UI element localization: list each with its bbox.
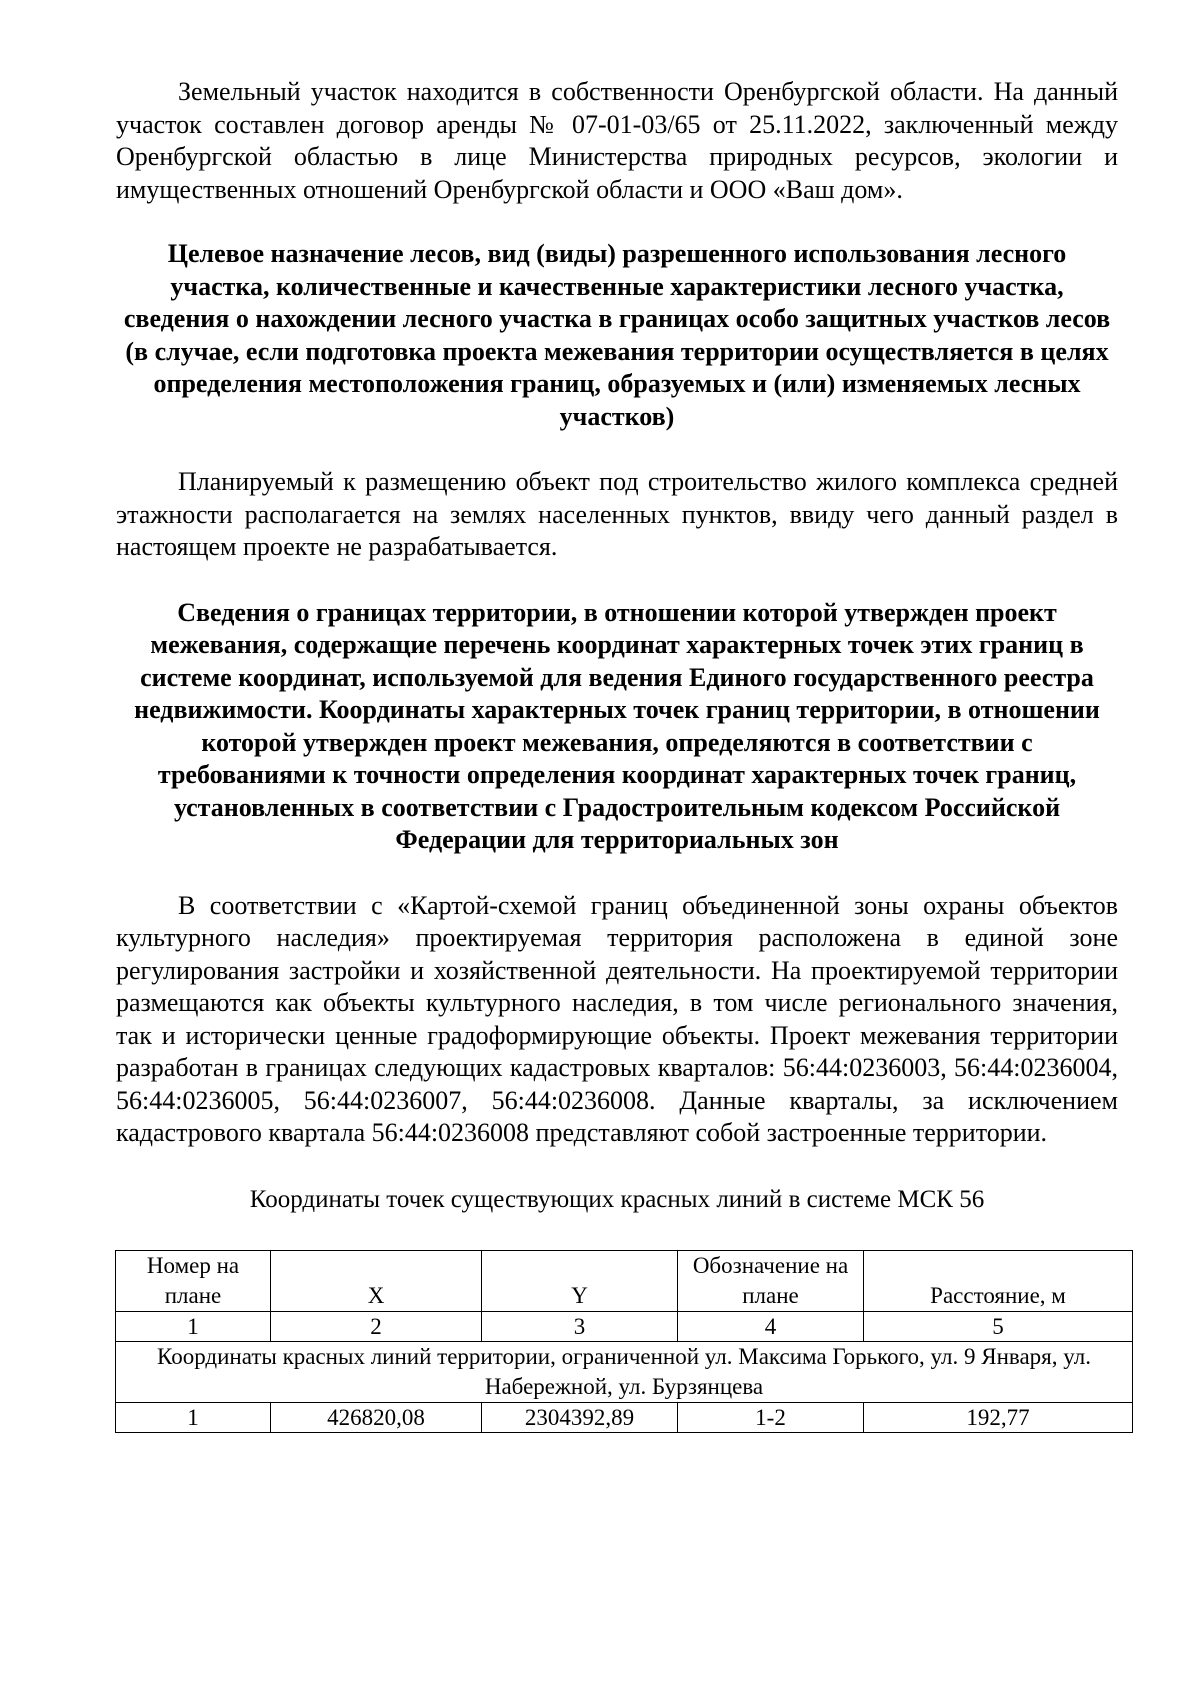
table-caption: Координаты точек существующих красных линий в системе МСК 56 [249, 1185, 985, 1213]
column-header-x: X [271, 1250, 482, 1311]
cell-point-number: 1 [116, 1402, 271, 1432]
cell-label: 1-2 [678, 1402, 864, 1432]
cell-x: 426820,08 [271, 1402, 482, 1432]
column-number: 4 [678, 1311, 864, 1341]
heading-territory-boundaries: Сведения о границах территории, в отношении которой утвержден проект межевания, содержащие перечень координат характерных точек этих границ в системе координат, используемой для ведения Единого государственного реестра недвижимости. Координаты характерных точек границ территории, в отношении которой утвержден проект межевания, определяются в соответствии с требованиями к точности определения координат характерных точек границ, установленных в соответствии с Градостроительным кодексом Российской Федерации для территориальных зон [134, 597, 1100, 854]
column-header-distance: Расстояние, м [864, 1250, 1133, 1311]
table-row [116, 1402, 1133, 1432]
coordinates-table [115, 1250, 1133, 1433]
heading-forest-purpose: Целевое назначение лесов, вид (виды) разрешенного использования лесного участка, количественные и качественные характеристики лесного участка, сведения о нахождении лесного участка в границах особо защитных участков лесов (в случае, если подготовка проекта межевания территории осуществляется в целях определения местоположения границ, образуемых и (или) изменяемых лесных участков) [123, 239, 1111, 431]
table-column-number-row [116, 1311, 1133, 1341]
table-header-row [116, 1250, 1133, 1311]
column-number: 5 [864, 1311, 1133, 1341]
document-page [116, 76, 1118, 1433]
cell-distance: 192,77 [864, 1402, 1133, 1432]
column-number: 3 [482, 1311, 678, 1341]
paragraph-cultural-heritage: В соответствии с «Картой-схемой границ объединенной зоны охраны объектов культурного наследия» проектируемая территория расположена в единой зоне регулирования застройки и хозяйственной деятельности. На проектируемой территории размещаются как объекты культурного наследия, в том числе регионального значения, так и исторически ценные градоформирующие объекты. Проект межевания территории разработан в границах следующих кадастровых кварталов: 56:44:0236003, 56:44:0236004, 56:44:0236005, 56:44:0236007, 56:44:0236008. Данные кварталы, за исключением кадастрового квартала 56:44:0236008 представляют собой застроенные территории. [116, 890, 1118, 1147]
column-header-point-number: Номер на плане [116, 1250, 271, 1311]
column-header-y: Y [482, 1250, 678, 1311]
column-header-label: Обозначение на плане [678, 1250, 864, 1311]
table-group-row [116, 1341, 1133, 1402]
cell-y: 2304392,89 [482, 1402, 678, 1432]
paragraph-land-ownership: Земельный участок находится в собственности Оренбургской области. На данный участок составлен договор аренды № 07-01-03/65 от 25.11.2022, заключенный между Оренбургской областью в лице Министерства природных ресурсов, экологии и имущественных отношений Оренбургской области и ООО «Ваш дом». [116, 77, 1118, 204]
group-title: Координаты красных линий территории, ограниченной ул. Максима Горького, ул. 9 Января, ул. Набережной, ул. Бурзянцева [116, 1341, 1133, 1402]
column-number: 1 [116, 1311, 271, 1341]
column-number: 2 [271, 1311, 482, 1341]
paragraph-planned-object: Планируемый к размещению объект под строительство жилого комплекса средней этажности располагается на землях населенных пунктов, ввиду чего данный раздел в настоящем проекте не разрабатывается. [116, 467, 1118, 561]
